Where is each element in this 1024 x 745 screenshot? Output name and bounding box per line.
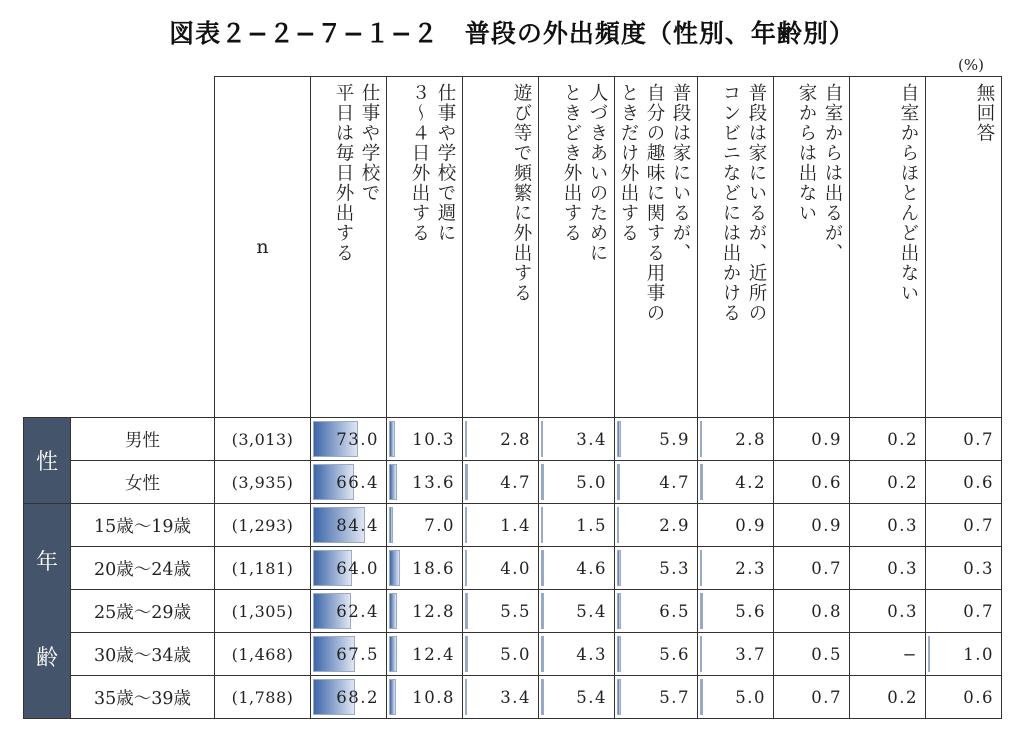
row-label: 25歳〜29歳 bbox=[71, 590, 215, 633]
value-cell bbox=[615, 547, 698, 590]
group-sex: 性 bbox=[24, 418, 71, 504]
value-bar bbox=[617, 636, 621, 672]
value-bar bbox=[928, 636, 930, 672]
table-row bbox=[24, 418, 1002, 461]
value-text: 0.3 bbox=[887, 515, 918, 535]
value-text: 0.7 bbox=[963, 429, 994, 449]
value-text: 0.3 bbox=[887, 601, 918, 621]
col-header-text-3: 人づきあいのために ときどき外出する bbox=[561, 83, 608, 263]
value-text: 5.0 bbox=[735, 687, 766, 707]
value-text: 2.3 bbox=[735, 558, 766, 578]
col-header-5 bbox=[698, 77, 774, 418]
value-cell bbox=[698, 547, 774, 590]
row-label: 30歳〜34歳 bbox=[71, 633, 215, 676]
col-header-4 bbox=[615, 77, 698, 418]
col-header-text-4: 普段は家にいるが、 自分の趣味に関する用事の ときだけ外出する bbox=[618, 83, 691, 323]
value-bar bbox=[617, 593, 621, 629]
col-header-text-8: 無回答 bbox=[974, 83, 995, 143]
value-text: 5.4 bbox=[576, 687, 607, 707]
row-n: (1,293) bbox=[215, 504, 311, 547]
row-n: (3,013) bbox=[215, 418, 311, 461]
row-label: 20歳〜24歳 bbox=[71, 547, 215, 590]
value-text: 67.5 bbox=[336, 644, 379, 664]
value-bar bbox=[541, 636, 544, 672]
value-cell bbox=[698, 504, 774, 547]
value-bar bbox=[465, 679, 467, 715]
row-n: (1,305) bbox=[215, 590, 311, 633]
value-bar bbox=[541, 507, 543, 543]
value-cell bbox=[774, 590, 850, 633]
value-text: 66.4 bbox=[336, 472, 379, 492]
value-text: 5.0 bbox=[500, 644, 531, 664]
value-cell bbox=[463, 418, 539, 461]
value-bar bbox=[700, 550, 702, 586]
value-bar bbox=[541, 593, 544, 629]
value-text: 0.9 bbox=[735, 515, 766, 535]
row-label: 男性 bbox=[71, 418, 215, 461]
value-cell bbox=[615, 590, 698, 633]
value-cell bbox=[387, 504, 463, 547]
value-text: 3.4 bbox=[500, 687, 531, 707]
value-text: 5.0 bbox=[576, 472, 607, 492]
value-cell bbox=[774, 461, 850, 504]
value-cell bbox=[615, 633, 698, 676]
table-row bbox=[24, 676, 1002, 719]
row-n: (1,788) bbox=[215, 676, 311, 719]
value-text: 5.6 bbox=[735, 601, 766, 621]
table-row bbox=[24, 547, 1002, 590]
value-bar bbox=[465, 464, 468, 500]
row-n: (3,935) bbox=[215, 461, 311, 504]
unit-label: (%) bbox=[958, 56, 984, 74]
value-bar bbox=[700, 679, 703, 715]
value-text: 5.6 bbox=[659, 644, 690, 664]
value-text: 0.3 bbox=[887, 558, 918, 578]
value-text: − bbox=[902, 644, 918, 664]
value-text: 18.6 bbox=[412, 558, 455, 578]
value-text: 4.7 bbox=[500, 472, 531, 492]
col-header-2 bbox=[463, 77, 539, 418]
value-cell bbox=[698, 633, 774, 676]
value-text: 4.3 bbox=[576, 644, 607, 664]
value-text: 5.4 bbox=[576, 601, 607, 621]
value-text: 0.7 bbox=[963, 601, 994, 621]
value-cell bbox=[387, 547, 463, 590]
value-cell bbox=[311, 504, 387, 547]
value-cell bbox=[698, 418, 774, 461]
value-cell bbox=[926, 504, 1002, 547]
value-bar bbox=[389, 507, 393, 543]
col-header-1 bbox=[387, 77, 463, 418]
value-text: 0.7 bbox=[963, 515, 994, 535]
value-cell bbox=[698, 676, 774, 719]
value-cell bbox=[926, 461, 1002, 504]
value-cell bbox=[311, 461, 387, 504]
value-bar bbox=[617, 679, 621, 715]
row-n: (1,181) bbox=[215, 547, 311, 590]
row-label: 女性 bbox=[71, 461, 215, 504]
value-text: 1.5 bbox=[576, 515, 607, 535]
value-text: 2.8 bbox=[735, 429, 766, 449]
value-text: 5.5 bbox=[500, 601, 531, 621]
value-bar bbox=[541, 464, 544, 500]
value-text: 0.6 bbox=[963, 687, 994, 707]
value-cell bbox=[387, 590, 463, 633]
value-text: 4.2 bbox=[735, 472, 766, 492]
row-n: (1,468) bbox=[215, 633, 311, 676]
value-cell bbox=[539, 676, 615, 719]
value-text: 0.6 bbox=[811, 472, 842, 492]
value-bar bbox=[389, 593, 397, 629]
value-text: 0.6 bbox=[963, 472, 994, 492]
value-text: 68.2 bbox=[336, 687, 379, 707]
value-bar bbox=[389, 636, 397, 672]
value-cell bbox=[698, 461, 774, 504]
col-header-text-0: 仕事や学校で 平日は毎日外出する bbox=[333, 83, 380, 263]
value-text: 0.7 bbox=[811, 687, 842, 707]
value-cell bbox=[463, 547, 539, 590]
value-text: 64.0 bbox=[336, 558, 379, 578]
row-label: 35歳〜39歳 bbox=[71, 676, 215, 719]
value-text: 3.7 bbox=[735, 644, 766, 664]
value-text: 0.8 bbox=[811, 601, 842, 621]
value-cell bbox=[850, 676, 926, 719]
value-text: 0.9 bbox=[811, 515, 842, 535]
value-cell bbox=[850, 590, 926, 633]
value-bar bbox=[389, 550, 400, 586]
value-cell bbox=[311, 547, 387, 590]
value-cell bbox=[539, 461, 615, 504]
col-header-0 bbox=[311, 77, 387, 418]
col-header-text-6: 自室からは出るが、 家からは出ない bbox=[796, 83, 843, 263]
value-cell bbox=[850, 418, 926, 461]
table-row bbox=[24, 633, 1002, 676]
value-cell bbox=[698, 590, 774, 633]
value-cell bbox=[774, 547, 850, 590]
value-bar bbox=[541, 421, 543, 457]
value-cell bbox=[387, 676, 463, 719]
value-bar bbox=[541, 550, 544, 586]
value-cell bbox=[850, 504, 926, 547]
value-cell bbox=[463, 590, 539, 633]
value-text: 13.6 bbox=[412, 472, 455, 492]
value-text: 12.8 bbox=[412, 601, 455, 621]
value-bar bbox=[389, 421, 395, 457]
value-cell bbox=[774, 504, 850, 547]
value-text: 4.0 bbox=[500, 558, 531, 578]
value-bar bbox=[700, 421, 702, 457]
row-label: 15歳〜19歳 bbox=[71, 504, 215, 547]
corner-cell bbox=[24, 77, 215, 418]
page-title: 図表２−２−７−１−２ 普段の外出頻度（性別、年齢別） bbox=[169, 19, 855, 48]
value-bar bbox=[617, 550, 621, 586]
value-bar bbox=[465, 593, 468, 629]
value-bar bbox=[700, 636, 702, 672]
value-text: 0.5 bbox=[811, 644, 842, 664]
value-cell bbox=[463, 633, 539, 676]
value-cell bbox=[539, 504, 615, 547]
value-cell bbox=[615, 418, 698, 461]
value-text: 7.0 bbox=[424, 515, 455, 535]
value-cell bbox=[387, 633, 463, 676]
value-bar bbox=[465, 550, 467, 586]
group-age bbox=[24, 504, 71, 719]
value-text: 5.3 bbox=[659, 558, 690, 578]
value-text: 0.9 bbox=[811, 429, 842, 449]
value-bar bbox=[465, 421, 467, 457]
value-text: 0.3 bbox=[963, 558, 994, 578]
data-table bbox=[23, 76, 1002, 719]
col-header-text-7: 自室からほとんど出ない bbox=[898, 83, 919, 303]
value-text: 0.7 bbox=[811, 558, 842, 578]
value-bar bbox=[617, 421, 621, 457]
value-cell bbox=[539, 633, 615, 676]
value-cell bbox=[311, 633, 387, 676]
value-text: 4.7 bbox=[659, 472, 690, 492]
table-row bbox=[24, 590, 1002, 633]
value-bar bbox=[541, 679, 544, 715]
value-cell bbox=[850, 461, 926, 504]
group-age-char: 年 bbox=[35, 550, 58, 575]
value-cell bbox=[926, 547, 1002, 590]
value-bar bbox=[617, 507, 619, 543]
value-cell bbox=[615, 676, 698, 719]
col-header-6 bbox=[774, 77, 850, 418]
value-cell bbox=[926, 676, 1002, 719]
value-cell bbox=[615, 504, 698, 547]
value-cell bbox=[387, 461, 463, 504]
value-text: 0.2 bbox=[887, 472, 918, 492]
value-text: 2.8 bbox=[500, 429, 531, 449]
value-cell bbox=[387, 418, 463, 461]
value-cell bbox=[311, 590, 387, 633]
value-text: 3.4 bbox=[576, 429, 607, 449]
value-text: 2.9 bbox=[659, 515, 690, 535]
value-cell bbox=[615, 461, 698, 504]
value-cell bbox=[311, 418, 387, 461]
value-cell bbox=[850, 547, 926, 590]
value-cell bbox=[311, 676, 387, 719]
value-text: 12.4 bbox=[412, 644, 455, 664]
value-text: 10.3 bbox=[412, 429, 455, 449]
table-row bbox=[24, 504, 1002, 547]
n-header: n bbox=[215, 77, 311, 418]
col-header-text-1: 仕事や学校で週に ３〜４日外出する bbox=[409, 83, 456, 243]
value-text: 6.5 bbox=[659, 601, 690, 621]
value-text: 4.6 bbox=[576, 558, 607, 578]
value-text: 84.4 bbox=[336, 515, 379, 535]
value-text: 5.7 bbox=[659, 687, 690, 707]
value-bar bbox=[465, 636, 468, 672]
group-age-char: 齢 bbox=[35, 646, 58, 671]
value-cell bbox=[774, 676, 850, 719]
value-text: 73.0 bbox=[336, 429, 379, 449]
value-text: 62.4 bbox=[336, 601, 379, 621]
value-bar bbox=[700, 593, 703, 629]
col-header-text-2: 遊び等で頻繁に外出する bbox=[511, 83, 532, 303]
value-bar bbox=[389, 464, 397, 500]
value-text: 1.0 bbox=[963, 644, 994, 664]
value-cell bbox=[774, 633, 850, 676]
value-cell bbox=[850, 633, 926, 676]
value-cell bbox=[926, 418, 1002, 461]
value-bar bbox=[700, 464, 703, 500]
value-cell bbox=[926, 633, 1002, 676]
table-row bbox=[24, 461, 1002, 504]
value-cell bbox=[926, 590, 1002, 633]
value-text: 5.9 bbox=[659, 429, 690, 449]
value-text: 0.2 bbox=[887, 687, 918, 707]
value-cell bbox=[539, 590, 615, 633]
col-header-8 bbox=[926, 77, 1002, 418]
col-header-3 bbox=[539, 77, 615, 418]
value-cell bbox=[463, 676, 539, 719]
header-row bbox=[24, 77, 1002, 418]
value-cell bbox=[539, 418, 615, 461]
value-bar bbox=[617, 464, 620, 500]
value-cell bbox=[774, 418, 850, 461]
col-header-text-5: 普段は家にいるが、近所の コンビニなどには出かける bbox=[720, 83, 767, 323]
value-cell bbox=[539, 547, 615, 590]
col-header-7 bbox=[850, 77, 926, 418]
value-bar bbox=[389, 679, 396, 715]
value-cell bbox=[463, 504, 539, 547]
value-text: 0.2 bbox=[887, 429, 918, 449]
value-text: 1.4 bbox=[500, 515, 531, 535]
value-bar bbox=[465, 507, 467, 543]
value-cell bbox=[463, 461, 539, 504]
value-text: 10.8 bbox=[412, 687, 455, 707]
